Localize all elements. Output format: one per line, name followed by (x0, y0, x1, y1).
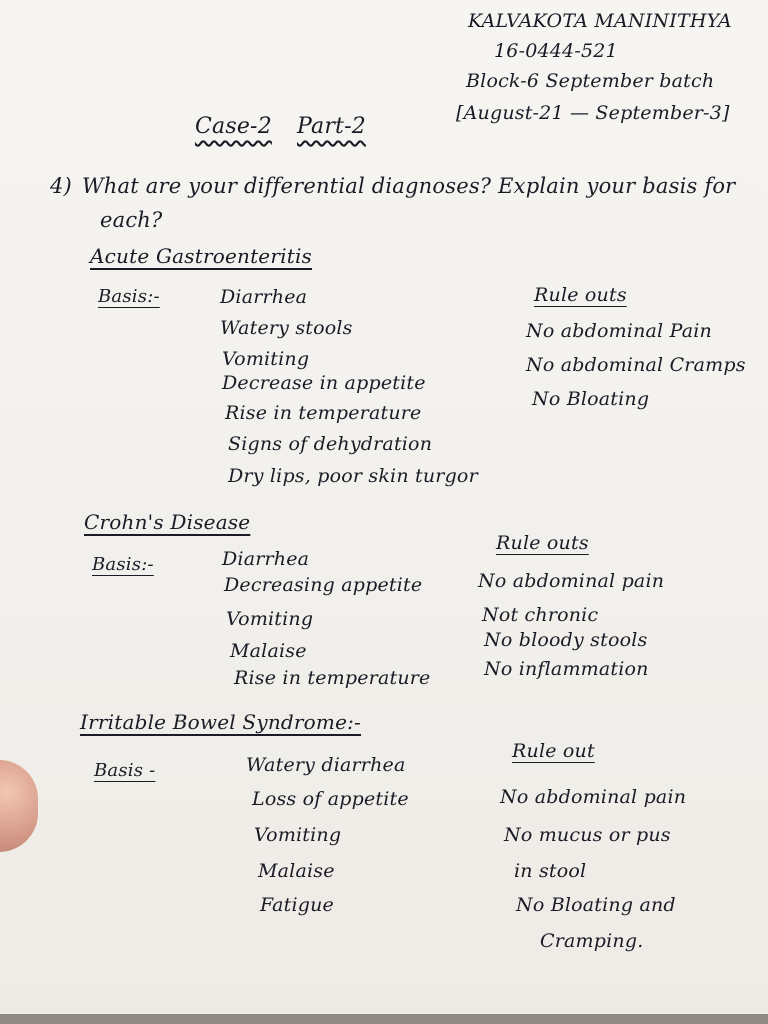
basis-item: Signs of dehydration (228, 433, 433, 455)
part-label: Part-2 (297, 114, 366, 139)
ruleout-item: Cramping. (540, 930, 644, 952)
ruleout-label: Rule outs (534, 284, 627, 306)
ruleout-label: Rule outs (496, 532, 589, 554)
basis-item: Vomiting (226, 608, 314, 630)
basis-item: Fatigue (260, 894, 334, 916)
ruleout-item: No Bloating (532, 388, 650, 410)
ruleout-item: in stool (514, 860, 587, 882)
ruleout-item: No abdominal pain (500, 786, 687, 808)
basis-item: Decrease in appetite (222, 372, 426, 394)
block-batch: Block-6 September batch (466, 70, 715, 92)
basis-item: Diarrhea (222, 548, 310, 570)
basis-item: Vomiting (222, 348, 310, 370)
ruleout-item: Not chronic (482, 604, 599, 626)
basis-label: Basis:- (98, 286, 160, 307)
basis-item: Loss of appetite (252, 788, 409, 810)
basis-item: Vomiting (254, 824, 342, 846)
basis-item: Watery stools (220, 317, 353, 339)
ruleout-item: No abdominal Cramps (526, 354, 746, 376)
section-title-crohns-disease: Crohn's Disease (84, 510, 251, 534)
basis-item: Watery diarrhea (246, 754, 406, 776)
basis-label: Basis:- (92, 554, 154, 575)
section-title-irritable-bowel-syndrome: Irritable Bowel Syndrome:- (80, 710, 362, 734)
case-label: Case-2 (195, 114, 272, 139)
basis-item: Dry lips, poor skin turgor (228, 465, 478, 487)
ruleout-item: No bloody stools (484, 629, 648, 651)
basis-item: Malaise (258, 860, 335, 882)
finger-holding-page (0, 760, 38, 852)
page-bottom-edge (0, 1014, 768, 1024)
ruleout-item: No abdominal pain (478, 570, 665, 592)
basis-item: Rise in temperature (225, 402, 422, 424)
ruleout-item: No mucus or pus (504, 824, 671, 846)
section-title-acute-gastroenteritis: Acute Gastroenteritis (90, 244, 313, 268)
basis-item: Decreasing appetite (224, 574, 423, 596)
basis-item: Diarrhea (220, 286, 308, 308)
question-number: 4) (50, 174, 72, 198)
student-name: KALVAKOTA MANINITHYA (468, 10, 732, 32)
date-range: [August-21 — September-3] (456, 102, 730, 124)
ruleout-item: No inflammation (484, 658, 649, 680)
basis-item: Rise in temperature (234, 667, 431, 689)
question-line-2: each? (100, 208, 163, 232)
question-line-1: What are your differential diagnoses? Explain your basis for (82, 174, 736, 198)
ruleout-label: Rule out (512, 740, 595, 762)
ruleout-item: No abdominal Pain (526, 320, 712, 342)
student-id: 16-0444-521 (494, 40, 618, 62)
basis-label: Basis - (94, 760, 156, 781)
ruleout-item: No Bloating and (516, 894, 676, 916)
basis-item: Malaise (230, 640, 307, 662)
